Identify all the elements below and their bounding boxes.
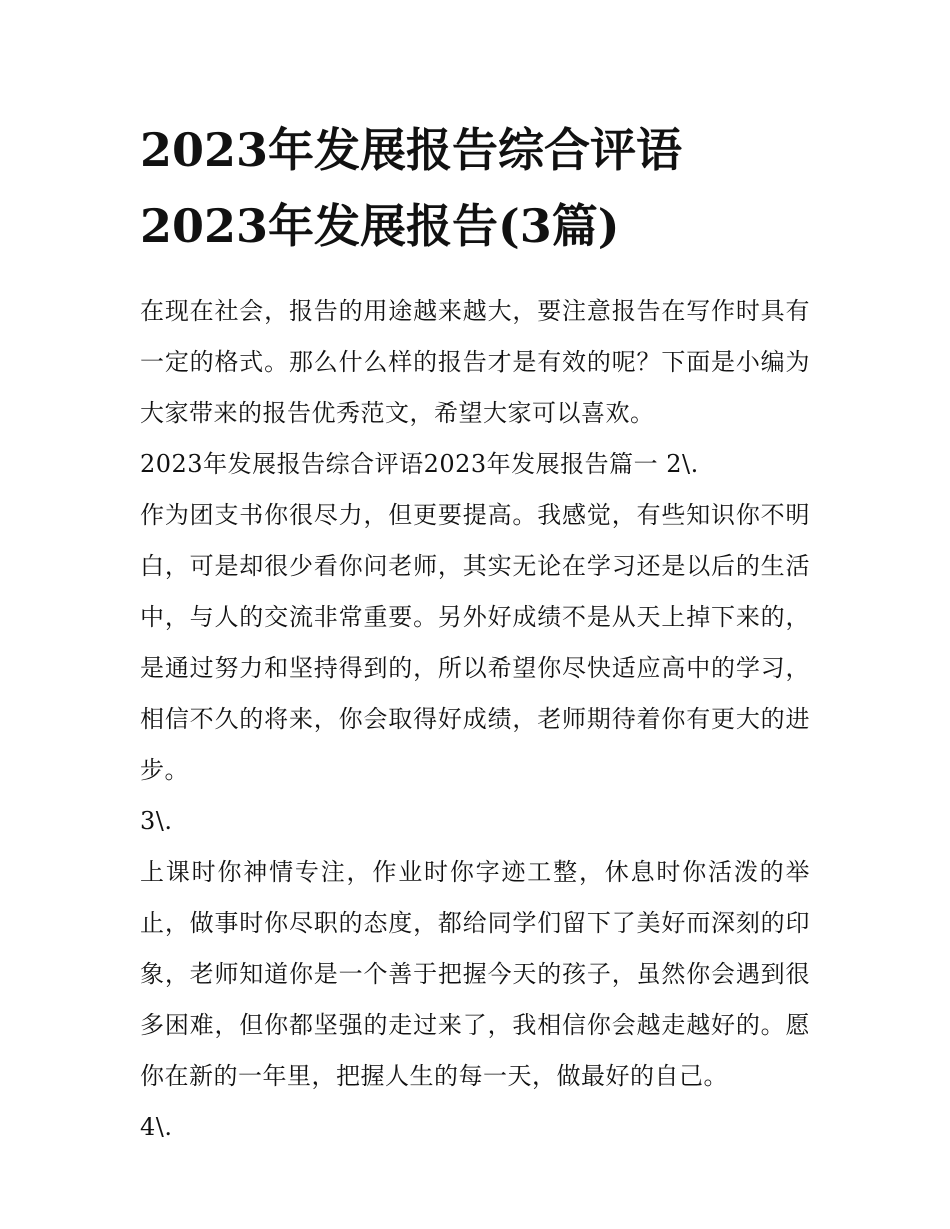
comment-paragraph: 作为团支书你很尽力，但更要提高。我感觉，有些知识你不明白，可是却很少看你问老师，其实无论在学习还是以后的生活中，与人的交流非常重要。另外好成绩不是从天上掉下来的，是通过努力和坚持得到的，所以希望你尽快适应高中的学习，相信不久的将来，你会取得好成绩，老师期待着你有更大的进步。 bbox=[140, 501, 810, 784]
comment-paragraph: 上课时你神情专注，作业时你字迹工整，休息时你活泼的举止，做事时你尽职的态度，都给同学们留下了美好而深刻的印象，老师知道你是一个善于把握今天的孩子，虽然你会遇到很多困难，但你都坚强的走过来了，我相信你会越走越好的。愿你在新的一年里，把握人生的每一天，做最好的自己。 bbox=[140, 858, 810, 1090]
title-line-1: 2023年发展报告综合评语 bbox=[140, 123, 683, 177]
section-heading: 2023年发展报告综合评语2023年发展报告篇一 2\. bbox=[140, 450, 699, 478]
item-number: 4\. bbox=[140, 1113, 173, 1141]
title-line-2: 2023年发展报告(3篇) bbox=[140, 199, 620, 253]
document-title bbox=[140, 112, 810, 264]
item-number: 3\. bbox=[140, 807, 173, 835]
intro-paragraph: 在现在社会，报告的用途越来越大，要注意报告在写作时具有一定的格式。那么什么样的报告才是有效的呢？下面是小编为大家带来的报告优秀范文，希望大家可以喜欢。 bbox=[140, 297, 810, 427]
